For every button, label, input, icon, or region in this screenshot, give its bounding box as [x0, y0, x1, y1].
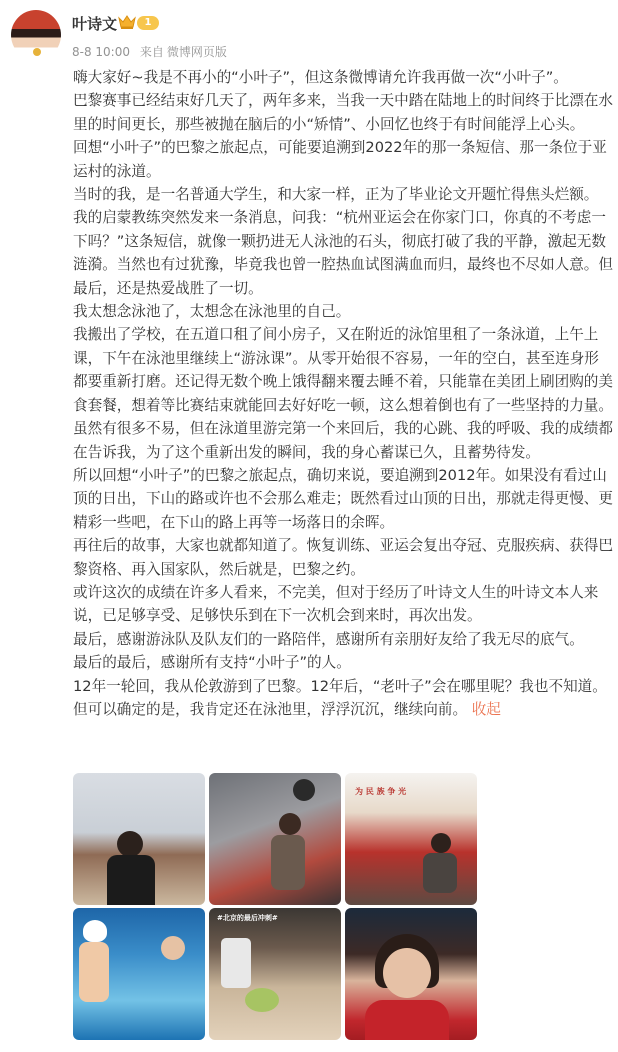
paragraph: 我的启蒙教练突然发来一条消息，问我：“杭州亚运会在你家门口，你真的不考虑一下吗？”这条短信，就像一颗扔进无人泳池的石头，彻底打破了我的平静，激起无数涟漪。当然也有过犹豫，毕竟我也曾一腔热血试图满血而归，最终也不尽如人意。但最后，还是热爱战胜了一切。 [73, 209, 613, 297]
person-figure [117, 831, 143, 857]
author-name[interactable]: 叶诗文 [72, 15, 118, 33]
paragraph: 虽然有很多不易，但在泳道里游完第一个来回后，我的心跳、我的呼吸、我的成绩都在告诉我，为了这个重新出发的瞬间，我的身心蓄谋已久，且蓄势待发。 [73, 420, 613, 461]
source-prefix: 来自 [139, 45, 164, 59]
post-header [0, 0, 618, 70]
collapse-link[interactable]: 收起 [471, 700, 501, 718]
swim-cap-shape [83, 920, 107, 942]
wall-slogan: 为 民 族 争 光 [355, 787, 407, 796]
post-time[interactable]: 8-8 10:00 [72, 45, 130, 59]
paragraph: 嗨大家好~我是不再小的“小叶子”，但这条微博请允许我再做一次“小叶子”。 [73, 69, 568, 86]
photo-thumbnail-4[interactable] [73, 908, 205, 1040]
person-figure [161, 936, 185, 960]
photo-caption: #北京的最后冲刺# [217, 914, 278, 922]
photo-thumbnail-5[interactable] [209, 908, 341, 1040]
paragraph: 最后，感谢游泳队及队友们的一路陪伴，感谢所有亲朋好友给了我无尽的底气。 [73, 630, 584, 648]
photo-thumbnail-2[interactable] [209, 773, 341, 905]
person-body [365, 1000, 449, 1040]
paragraph: 再往后的故事，大家也就都知道了。恢复训练、亚运会复出夺冠、克服疾病、获得巴黎资格、再入国家队，然后就是，巴黎之约。 [73, 537, 613, 578]
paragraph: 我太想念泳池了，太想念在泳池里的自己。 [73, 303, 351, 321]
person-face [383, 948, 431, 998]
post-meta [72, 43, 233, 60]
level-badge[interactable]: 1 [137, 16, 159, 30]
person-figure [431, 833, 451, 853]
photo-thumbnail-6[interactable] [345, 908, 477, 1040]
paragraph-text: 12年一轮回，我从伦敦游到了巴黎。12年后，“老叶子”会在哪里呢？我也不知道。但可以确定的是，我肯定还在泳池里，浮浮沉沉，继续向前。 [73, 677, 607, 718]
person-body [423, 853, 457, 893]
post-content [73, 66, 613, 721]
last-paragraph [73, 675, 613, 722]
paragraph: 所以回想“小叶子”的巴黎之旅起点，确切来说，要追溯到2012年。如果没有看过山顶的日出，下山的路或许也不会那么难走；既然看过山顶的日出，那就走得更慢、更精彩一些吧，在下山的路上再等一场落日的余晖。 [73, 466, 613, 531]
paragraph: 巴黎赛事已经结束好几天了，两年多来，当我一天中踏在陆地上的时间终于比漂在水里的时间更长，那些被抛在脑后的小“矫情”、小回忆也终于有时间能浮上心头。 [73, 92, 613, 133]
person-body [271, 835, 305, 890]
avatar[interactable] [11, 10, 61, 60]
person-body [79, 942, 109, 1002]
paragraph: 或许这次的成绩在许多人看来，不完美，但对于经历了叶诗文人生的叶诗文本人来说，已足够享受、足够快乐到在下一次机会到来时，再次出发。 [73, 583, 599, 625]
paragraph: 最后的最后，感谢所有支持“小叶子”的人。 [73, 654, 351, 672]
person-figure [279, 813, 301, 835]
phone-shape [221, 938, 251, 988]
post-source: 微博网页版 [166, 45, 227, 59]
person-body [107, 855, 155, 905]
dumbbell-shape [293, 779, 315, 801]
photo-thumbnail-3[interactable] [345, 773, 477, 905]
crown-icon[interactable] [118, 14, 136, 30]
paragraph: 当时的我，是一名普通大学生，和大家一样，正为了毕业论文开题忙得焦头烂额。 [73, 186, 599, 204]
medal-icon [33, 48, 41, 56]
paragraph: 回想“小叶子”的巴黎之旅起点，可能要追溯到2022年的那一条短信、那一条位于亚运村的泳道。 [73, 139, 607, 180]
paragraph: 我搬出了学校，在五道口租了间小房子，又在附近的泳馆里租了一条泳道，上午上课，下午在泳池里继续上“游泳课”。从零开始很不容易，一年的空白，甚至连身形都要重新打磨。还记得无数个晚上饿得翻来覆去睡不着，只能靠在美团上刷团购的美食套餐，想着等比赛结束就能回去好好吃一顿，这么想着倒也有了一些坚持的力量。 [73, 326, 613, 414]
plate-shape [245, 988, 279, 1012]
photo-thumbnail-1[interactable] [73, 773, 205, 905]
